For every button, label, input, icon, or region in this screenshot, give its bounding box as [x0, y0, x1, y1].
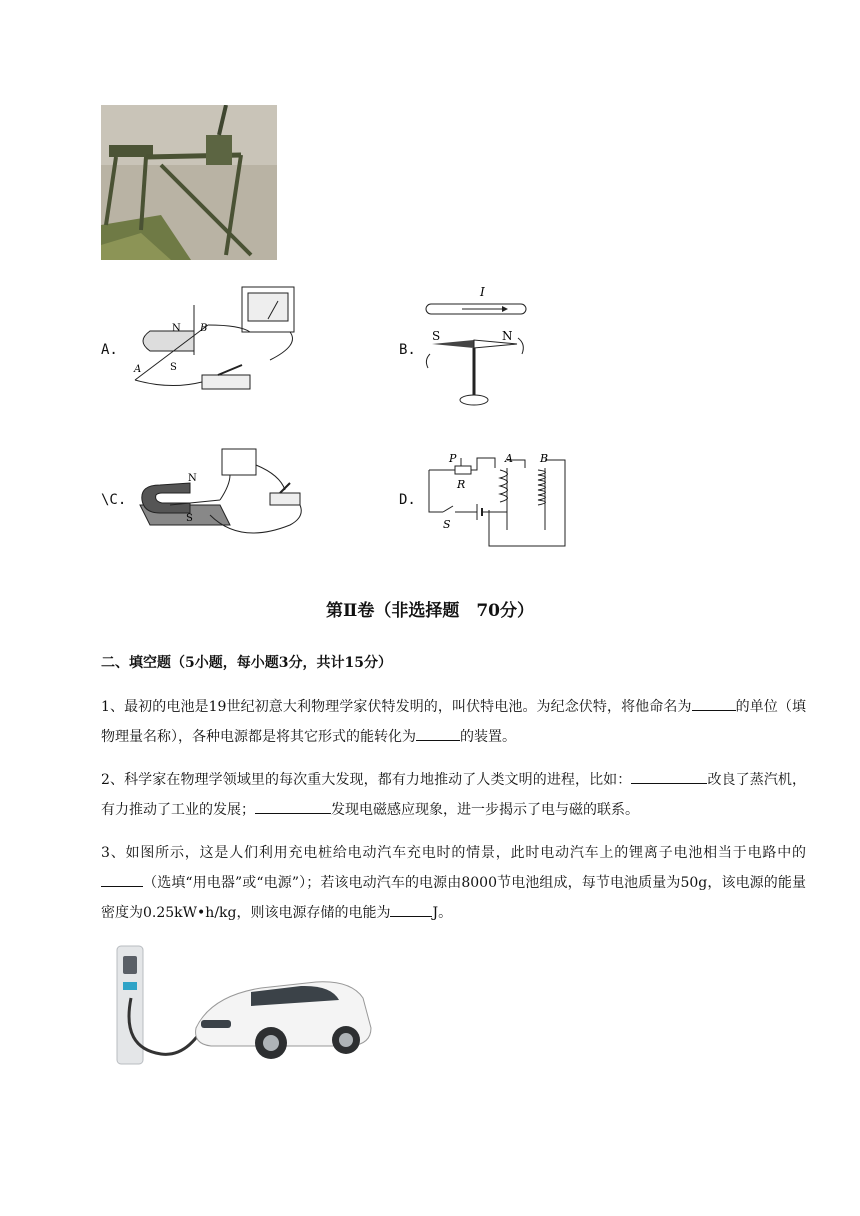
q2-text-1: 2、科学家在物理学领域里的每次重大发现，都有力地推动了人类文明的进程，比如： — [101, 772, 632, 788]
b-s-label: S — [432, 329, 441, 343]
ev-charging-photo — [101, 938, 376, 1070]
b-i-label: I — [480, 285, 485, 299]
q2-text-2: 改良了蒸汽机，有力推动了工业的发展； — [101, 772, 807, 818]
option-b-label: B. — [399, 342, 416, 358]
q2-text-3: 发现电磁感应现象，进一步揭示了电与磁的联系。 — [331, 802, 639, 818]
q3-text-1: 3、如图所示，这是人们利用充电桩给电动汽车充电时的情景，此时电动汽车上的锂离子电池相当于电路中的 — [101, 845, 806, 861]
q3-text-2: （选填“用电器”或“电源”）；若该电动汽车的电源由8000节电池组成，每节电池质量为50g，该电源的能量密度为0.25kW•h/kg，则该电源存储的电能为 — [101, 875, 806, 921]
q1-blank-2[interactable] — [416, 726, 460, 741]
q3-blank-2[interactable] — [390, 902, 432, 917]
option-a-label: A. — [101, 342, 118, 358]
hand-crank-generator-photo — [101, 105, 277, 260]
q1-blank-1[interactable] — [692, 696, 736, 711]
d-s-label: S — [443, 518, 451, 531]
a-n-label: N — [172, 323, 181, 334]
c-n-label: N — [188, 473, 197, 484]
q1-text-1: 1、最初的电池是19世纪初意大利物理学家伏特发明的，叫伏特电池。为纪念伏特，将他命名为 — [101, 699, 692, 715]
b-n-label: N — [502, 329, 513, 343]
q3-blank-1[interactable] — [101, 872, 143, 887]
q2-blank-1[interactable] — [631, 769, 707, 784]
option-c-label: \C. — [101, 492, 127, 508]
option-d-diagram — [425, 450, 575, 550]
a-b-label: B — [200, 323, 208, 334]
d-p-label: P — [449, 452, 457, 465]
question-3 — [101, 838, 806, 928]
a-a-label: A — [134, 364, 142, 375]
q2-blank-2[interactable] — [255, 799, 331, 814]
q1-text-2: 的单位（填物理量名称），各种电源都是将其它形式的能转化为 — [101, 699, 806, 745]
c-s-label: S — [186, 513, 193, 524]
d-r-label: R — [457, 478, 466, 491]
section-title: 第Ⅱ卷（非选择题 70分） — [326, 601, 534, 621]
a-s-label: S — [170, 362, 177, 373]
question-2 — [101, 765, 806, 825]
question-1 — [101, 692, 806, 752]
d-b-label: B — [540, 452, 549, 465]
option-b-diagram — [422, 282, 532, 412]
q3-text-3: J。 — [432, 905, 453, 921]
option-c-diagram — [130, 445, 310, 555]
option-d-label: D. — [399, 492, 416, 508]
d-a-label: A — [505, 452, 513, 465]
q1-text-3: 的装置。 — [460, 729, 516, 745]
option-a-diagram — [130, 285, 300, 400]
part-title: 二、填空题（5小题，每小题3分，共计15分） — [101, 655, 392, 671]
